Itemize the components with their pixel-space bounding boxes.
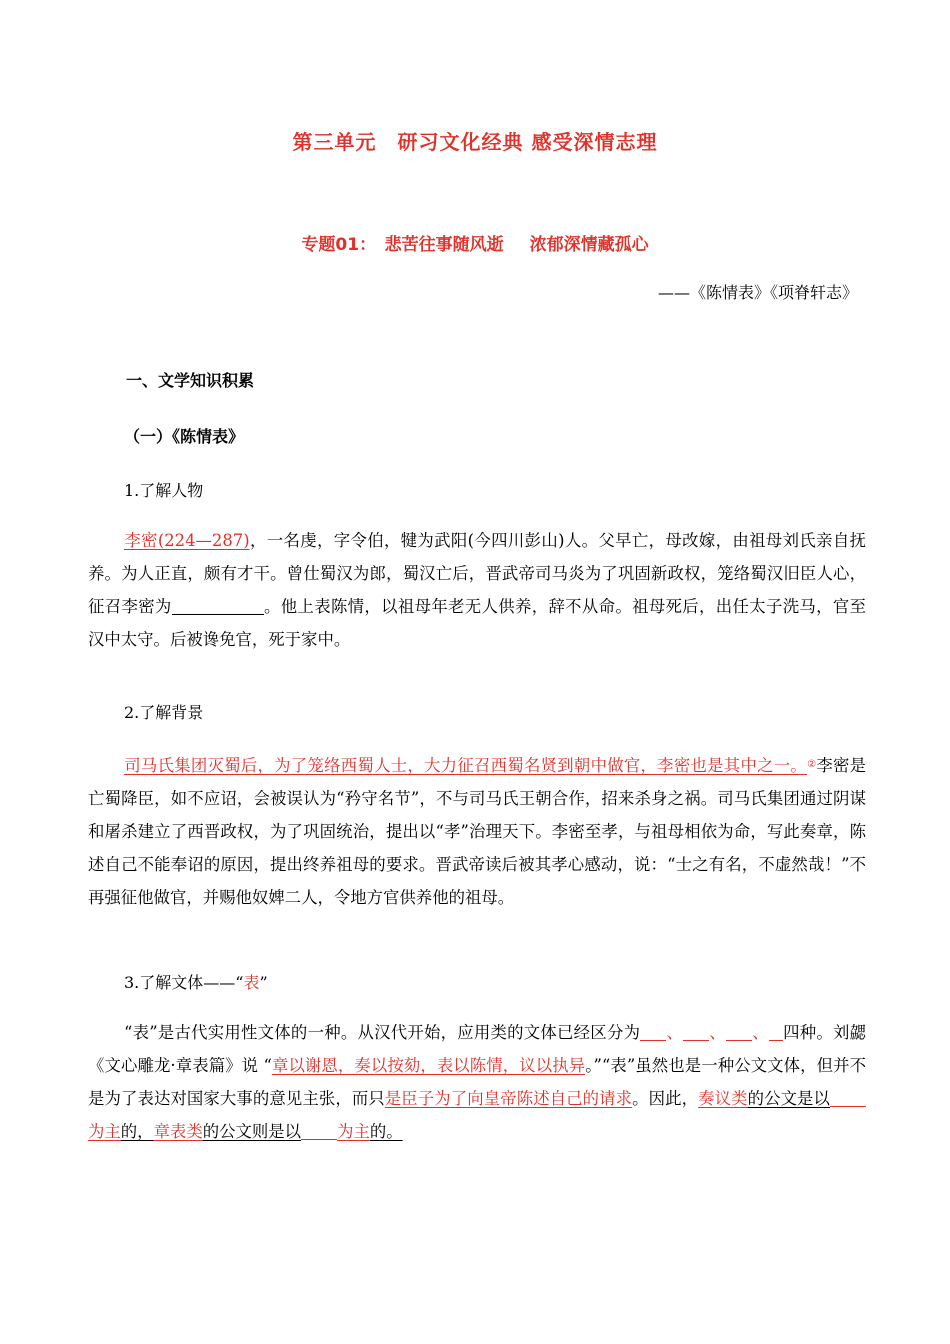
background-highlight: 司马氏集团灭蜀后，为了笼络西蜀人士，大力征召西蜀名贤到朝中做官，李密也是其中之一。 (124, 756, 808, 775)
item-heading-genre: 3.了解文体——“表” (124, 973, 268, 992)
subtitle-left: 专题01： 悲苦往事随风逝 (301, 235, 504, 255)
fill-blank[interactable] (683, 1022, 709, 1041)
subsection-heading: （一）《陈情表》 (124, 427, 245, 446)
fill-blank[interactable] (769, 1022, 783, 1041)
fill-blank[interactable] (301, 1121, 337, 1140)
subtitle-right: 浓郁深情藏孤心 (529, 235, 649, 255)
genre-purpose: 是臣子为了向皇帝陈述自己的请求 (384, 1089, 633, 1108)
section-heading: 一、文学知识积累 (126, 371, 255, 390)
topic-subtitle (0, 230, 950, 255)
author-name: 李密(224—287) (124, 531, 250, 550)
fill-blank[interactable] (726, 1022, 752, 1041)
fill-blank[interactable] (830, 1088, 866, 1107)
footnote-marker: ② (807, 759, 817, 770)
paragraph-genre: “表”是古代实用性文体的一种。从汉代开始，应用类的文体已经区分为 、 、 、 四种。刘勰《文心雕龙·章表篇》说 “章以谢恩，奏以按劾，表以陈情，议以执异。”“表”虽然也是一种公文文体，但并不是为了表达对国家大事的意见主张，而只是臣子为了向皇帝陈述自己的请求。因此，奏议类的公文是以为主的，章表类的公文则是以 为主的。 (88, 1023, 867, 1141)
fill-blank[interactable] (172, 596, 264, 615)
wenxin-quote: 章以谢恩，奏以按劾，表以陈情，议以执异 (271, 1056, 586, 1075)
fill-blank[interactable] (640, 1022, 666, 1041)
paragraph-background: 司马氏集团灭蜀后，为了笼络西蜀人士，大力征召西蜀名贤到朝中做官，李密也是其中之一。②李密是亡蜀降臣，如不应诏，会被误认为“矜守名节”，不与司马氏王朝合作，招来杀身之祸。司马氏集团通过阴谋和屠杀建立了西晋政权，为了巩固统治，提出以“孝”治理天下。李密至孝，与祖母相依为命，写此奏章，陈述自己不能奉诏的原因，提出终养祖母的要求。晋武帝读后被其孝心感动，说：“士之有名，不虚然哉！”不再强征他做官，并赐他奴婢二人，令地方官供养他的祖母。 (88, 756, 867, 907)
item-heading-person: 1.了解人物 (124, 481, 204, 500)
paragraph-person: 李密(224—287)，一名虔，字令伯，犍为武阳(今四川彭山)人。父早亡，母改嫁，由祖母刘氏亲自抚养。为人正直，颇有才干。曾仕蜀汉为郎，蜀汉亡后，晋武帝司马炎为了巩固新政权，笼络蜀汉旧臣人心，征召李密为 。他上表陈情，以祖母年老无人供养，辞不从命。祖母死后，出任太子洗马，官至汉中太守。后被谗免官，死于家中。 (88, 531, 867, 649)
item-heading-background: 2.了解背景 (124, 703, 204, 722)
unit-title: 第三单元 研习文化经典 感受深情志理 (292, 130, 658, 154)
source-works: ——《陈情表》《项脊轩志》 (657, 283, 858, 302)
